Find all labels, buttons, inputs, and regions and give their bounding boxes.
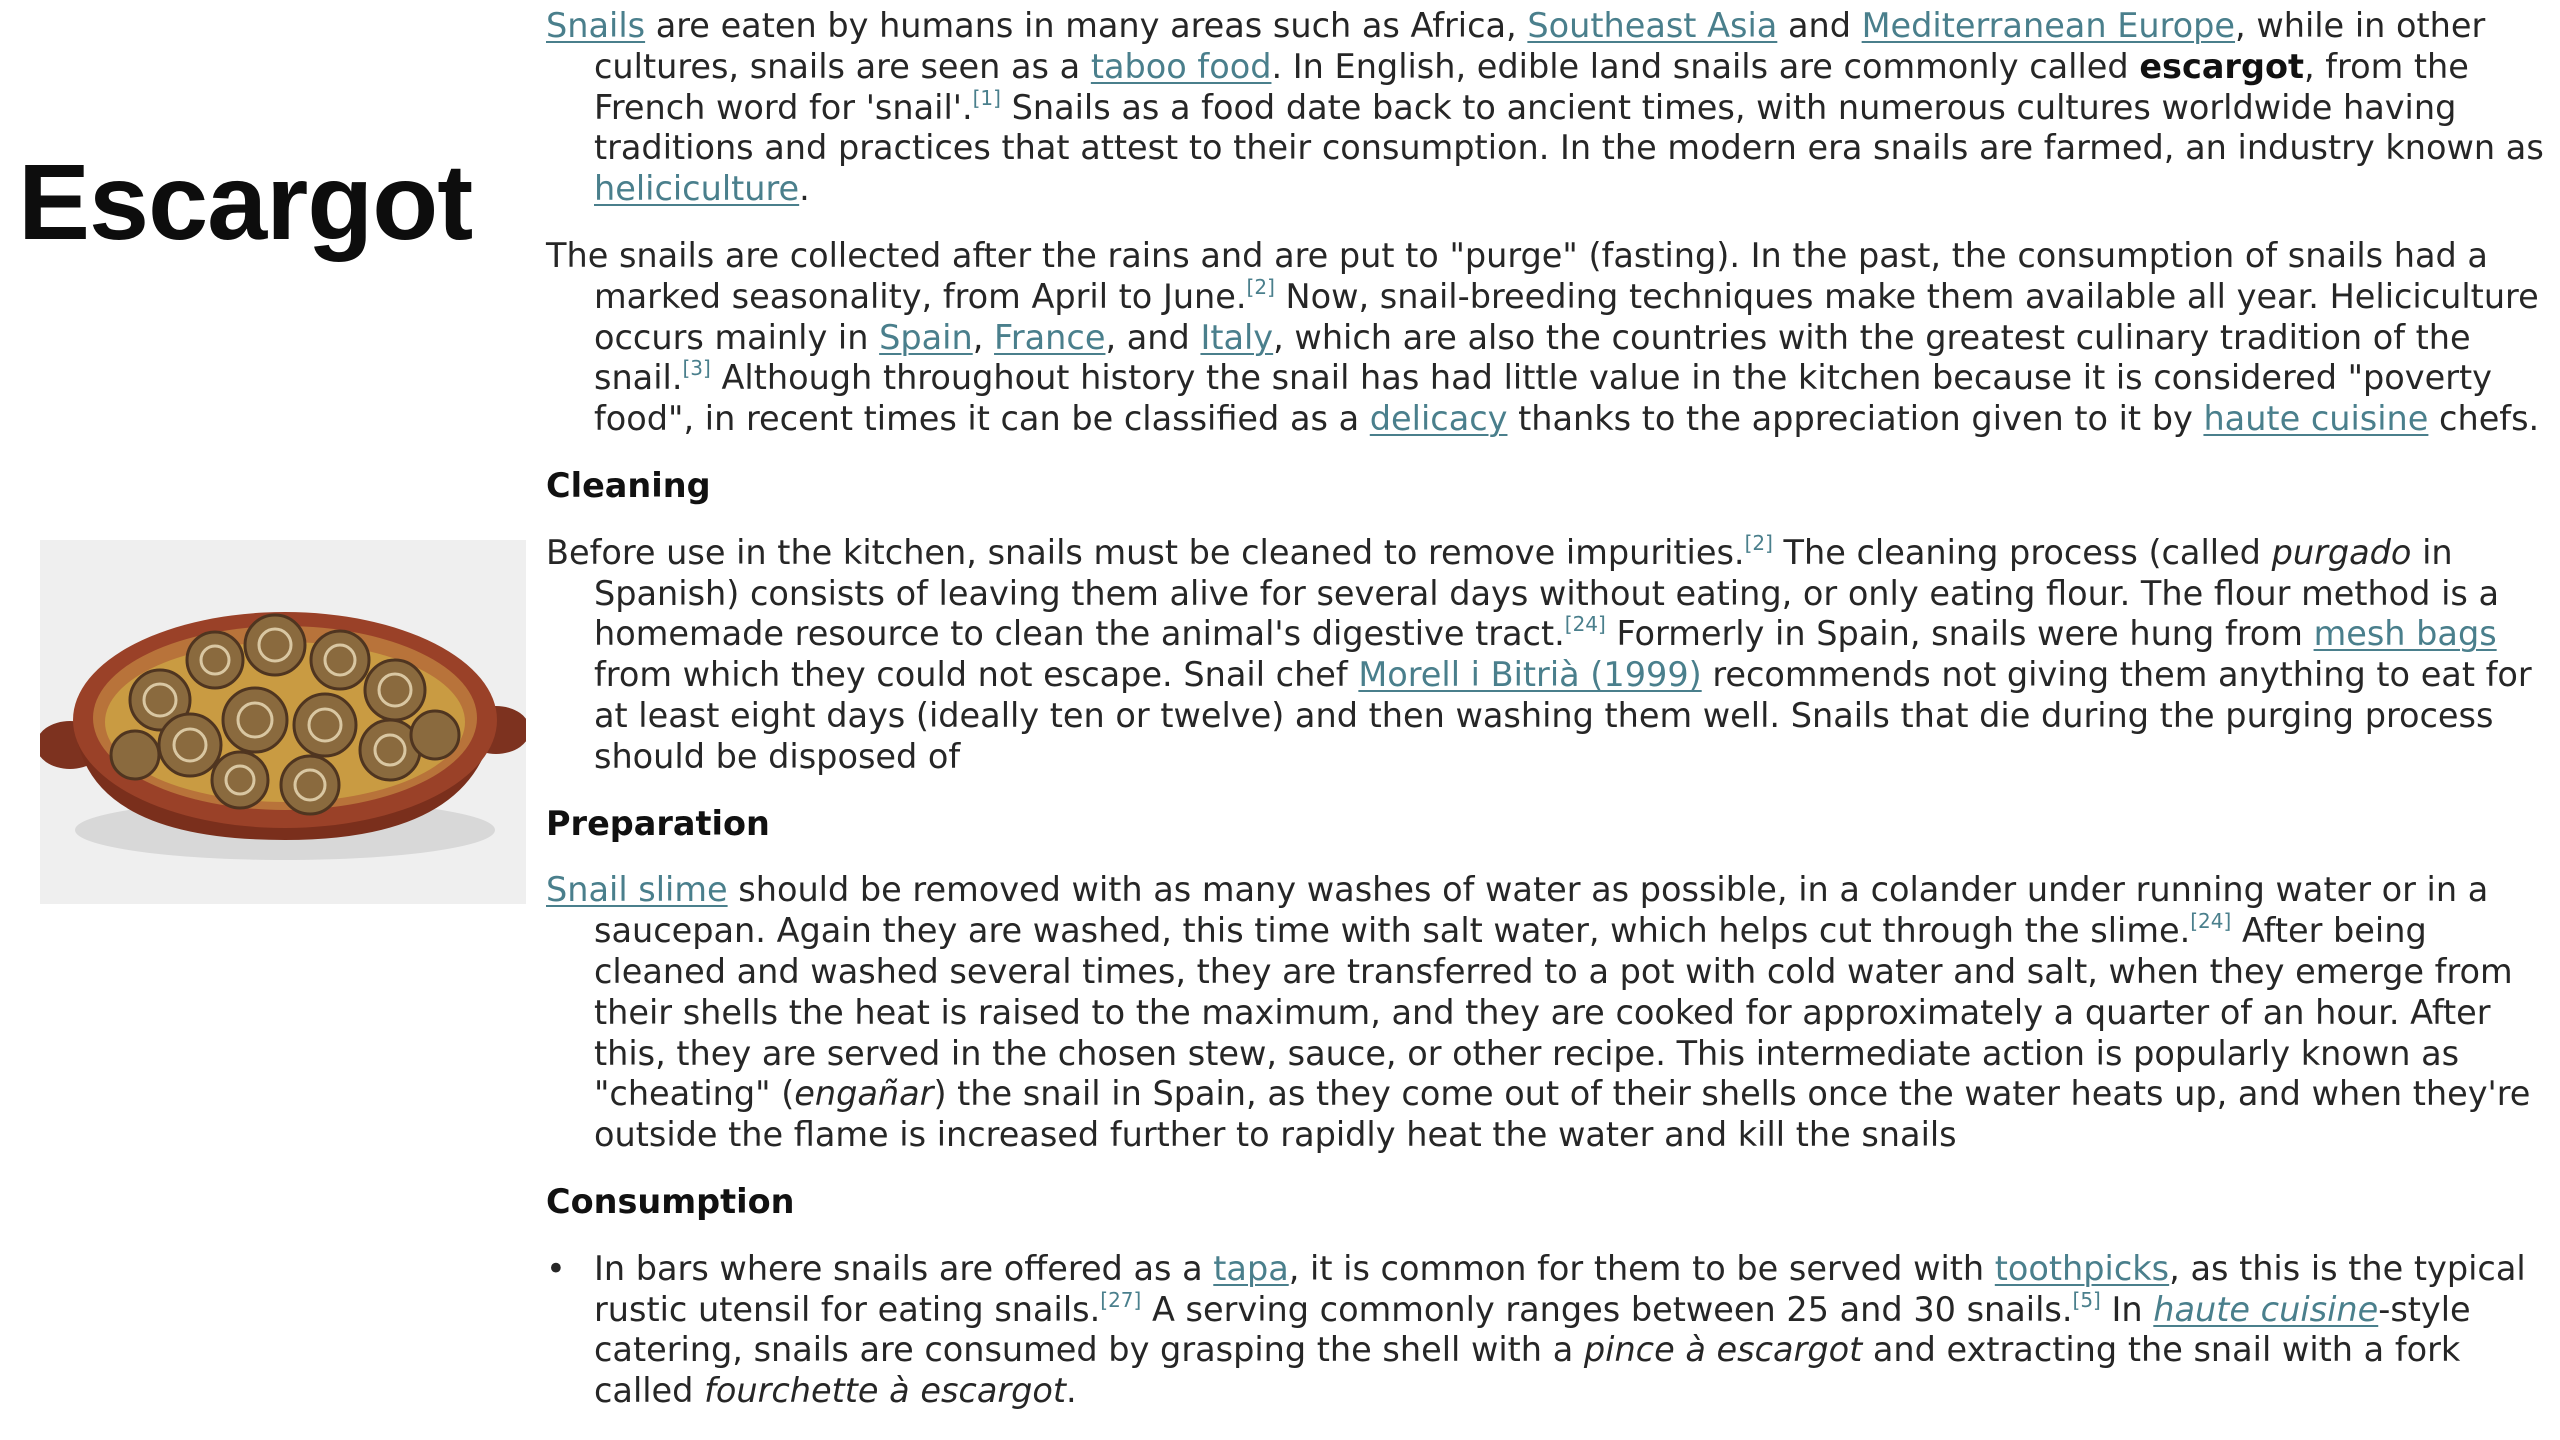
reference-27[interactable]: [27]	[1100, 1287, 1142, 1312]
reference-2[interactable]: [2]	[1744, 530, 1773, 555]
heading-consumption: Consumption	[546, 1181, 795, 1221]
article-body	[546, 6, 2544, 1412]
italic-pince-a-escargot: pince à escargot	[1583, 1330, 1863, 1370]
list-item: • In bars where snails are offered as a tapa, it is common for them to be served with toothpicks, as this is the typical rustic utensil for eating snails.[27] A serving commonly ranges between 25 and 30 snails.[5] In haute cuisine-style catering, snails are consumed by grasping the shell with a pince à escargot and extracting the snail with a fork called fourchette à escargot.	[546, 1248, 2526, 1411]
reference-1[interactable]: [1]	[972, 85, 1001, 110]
link-snails[interactable]: Snails	[546, 6, 646, 45]
heading-cleaning: Cleaning	[546, 465, 711, 505]
link-spain[interactable]: Spain	[879, 317, 973, 357]
paragraph-cleaning: Before use in the kitchen, snails must be cleaned to remove impurities.[2] The cleaning process (called purgado in Spanish) consists of leaving them alive for several days without eating, or only eating flour. The flour method is a homemade resource to clean the animal's digestive tract.[24] Formerly in Spain, snails were hung from mesh bags from which they could not escape. Snail chef Morell i Bitrià (1999) recommends not giving them anything to eat for at least eight days (ideally ten or twelve) and then washing them well. Snails that die during the purging process should be disposed of	[546, 530, 2532, 776]
paragraph-preparation: Snail slime should be removed with as many washes of water as possible, in a colander under running water or in a saucepan. Again they are washed, this time with salt water, which helps cut through the slime.[24] After being cleaned and washed several times, they are transferred to a pot with cold water and salt, when they emerge from their shells the heat is raised to the maximum, and they are cooked for approximately a quarter of an hour. After this, they are served in the chosen stew, sauce, or other recipe. This intermediate action is popularly known as "cheating" (engañar) the snail in Spain, as they come out of their shells once the water heats up, and when they're outside the flame is increased further to rapidly heat the water and kill the snails	[546, 870, 2531, 1155]
escargot-dish-icon	[40, 540, 526, 904]
page-title: Escargot	[18, 141, 473, 262]
link-southeast-asia[interactable]: Southeast Asia	[1527, 6, 1778, 45]
escargot-dish-photo	[40, 540, 526, 904]
reference-5[interactable]: [5]	[2072, 1287, 2101, 1312]
link-toothpicks[interactable]: toothpicks	[1994, 1248, 2170, 1288]
link-delicacy[interactable]: delicacy	[1369, 399, 1508, 439]
reference-24[interactable]: [24]	[1564, 612, 1606, 637]
link-mesh-bags[interactable]: mesh bags	[2313, 614, 2497, 654]
link-morell-i-bitria[interactable]: Morell i Bitrià (1999)	[1358, 655, 1702, 695]
link-haute-cuisine[interactable]: haute cuisine	[2203, 399, 2429, 439]
reference-3[interactable]: [3]	[682, 356, 711, 381]
heading-preparation: Preparation	[546, 803, 770, 843]
paragraph-collection: The snails are collected after the rains and are put to "purge" (fasting). In the past, the consumption of snails had a marked seasonality, from April to June.[2] Now, snail-breeding techniques make them available all year. Heliciculture occurs mainly in Spain, France, and Italy, which are also the countries with the greatest culinary tradition of the snail.[3] Although throughout history the snail has had little value in the kitchen because it is considered "poverty food", in recent times it can be classified as a delicacy thanks to the appreciation given to it by haute cuisine chefs.	[546, 235, 2540, 439]
bold-escargot: escargot	[2139, 46, 2304, 86]
reference-24[interactable]: [24]	[2190, 909, 2232, 934]
link-tapa[interactable]: tapa	[1213, 1248, 1289, 1288]
italic-enganar: engañar	[794, 1074, 934, 1114]
link-heliciculture[interactable]: heliciculture	[594, 169, 800, 209]
link-italy[interactable]: Italy	[1200, 317, 1274, 357]
consumption-list	[546, 1249, 2544, 1412]
link-haute-cuisine-italic[interactable]: haute cuisine	[2153, 1289, 2379, 1329]
link-france[interactable]: France	[994, 317, 1106, 357]
paragraph-intro: Snails are eaten by humans in many areas such as Africa, Southeast Asia and Mediterranean Europe, while in other cultures, snails are seen as a taboo food. In English, edible land snails are commonly called escargot, from the French word for 'snail'.[1] Snails as a food date back to ancient times, with numerous cultures worldwide having traditions and practices that attest to their consumption. In the modern era snails are farmed, an industry known as heliciculture.	[546, 6, 2544, 209]
link-snail-slime[interactable]: Snail slime	[546, 870, 728, 910]
reference-2[interactable]: [2]	[1246, 274, 1275, 299]
bullet-icon: •	[546, 1248, 566, 1288]
italic-purgado: purgado	[2271, 532, 2412, 572]
link-taboo-food[interactable]: taboo food	[1090, 46, 1272, 86]
link-mediterranean-europe[interactable]: Mediterranean Europe	[1861, 6, 2236, 45]
italic-fourchette-a-escargot: fourchette à escargot	[704, 1371, 1067, 1411]
